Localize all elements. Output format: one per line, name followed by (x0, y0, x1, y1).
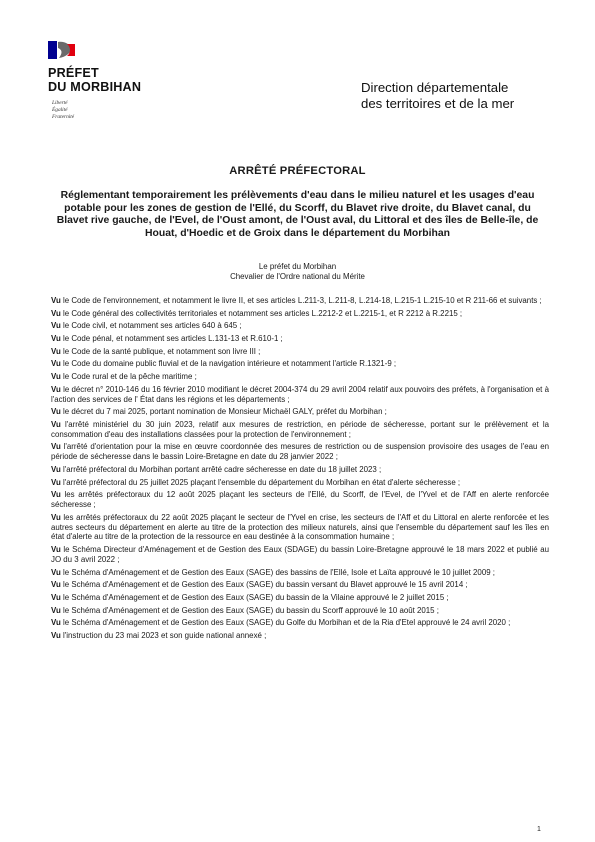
motto-fraternite: Fraternité (52, 114, 75, 120)
visa-keyword: Vu (51, 490, 61, 500)
visa-keyword: Vu (51, 442, 61, 452)
visa-text: le Code rural et de la pêche maritime ; (60, 372, 197, 382)
visa-keyword: Vu (51, 512, 61, 522)
visa-keyword: Vu (51, 605, 61, 615)
prefet-line-1: PRÉFET (48, 66, 99, 80)
visa-keyword: Vu (51, 618, 61, 628)
visa-text: le Code de l'environnement, et notamment le livre II, et ses articles L.211-3, L.211-8, L.214-18, L.215-1 L.215-10 et R 211-66 et suivants ; (60, 296, 542, 305)
motto-egalite: Égalité (52, 107, 68, 113)
visa-item (51, 568, 549, 578)
prefet-honor-line: Chevalier de l'Ordre national du Mérite (230, 271, 365, 281)
marianne-logo-icon (48, 41, 76, 59)
visa-text: les arrêtés préfectoraux du 12 août 2025 plaçant les secteurs de l'Ellé, du Scorff, de l'Evel, de l'Yvel et de l'Aff en alerte renforcée sécheresse ; (51, 490, 549, 510)
prefet-line-2: DU MORBIHAN (48, 80, 142, 94)
visa-text: le Schéma d'Aménagement et de Gestion des Eaux (SAGE) du bassin du Scorff approuvé le 10 août 2015 ; (60, 605, 439, 615)
visa-text: le décret du 7 mai 2025, portant nomination de Monsieur Michaël GALY, préfet du Morbihan ; (60, 407, 387, 417)
visa-keyword: Vu (51, 359, 61, 369)
visa-item (51, 606, 549, 616)
republic-motto (52, 100, 74, 121)
visa-item (51, 631, 549, 641)
visa-keyword: Vu (51, 464, 61, 474)
visa-keyword: Vu (51, 372, 61, 382)
visa-keyword: Vu (51, 545, 61, 555)
visa-item (51, 385, 549, 405)
visa-item (51, 465, 549, 475)
direction-line-1: Direction départementale (361, 80, 509, 95)
visa-text: le Code pénal, et notamment ses articles L.131-13 et R.610-1 ; (60, 334, 283, 344)
visa-item (51, 513, 549, 542)
visa-keyword: Vu (51, 321, 61, 331)
visa-keyword: Vu (51, 419, 61, 429)
visa-keyword: Vu (51, 407, 61, 417)
visa-item (51, 321, 549, 331)
visa-keyword: Vu (51, 592, 61, 602)
visa-item (51, 490, 549, 510)
visa-item (51, 407, 549, 417)
visas-list (51, 296, 549, 644)
visa-keyword: Vu (51, 580, 61, 590)
visa-item (51, 580, 549, 590)
motto-liberte: Liberté (52, 100, 68, 106)
visa-item (51, 593, 549, 603)
visa-text: le Code civil, et notamment ses articles 640 à 645 ; (60, 321, 242, 331)
document-subject: Réglementant temporairement les prélèvements d'eau dans le milieu naturel et les usages d'eau potable pour les zones de gestion de l'Ellé, du Scorff, du Blavet rive droite, du Blavet canal, du Blavet rive gauche, de l'Evel, de l'Oust amont, de l'Oust aval, du Littoral et des îles de Belle-île, de Houat, d'Hoedic et de Groix dans le département du Morbihan (56, 190, 539, 239)
document-title: ARRÊTÉ PRÉFECTORAL (229, 165, 366, 177)
visa-item (51, 359, 549, 369)
visa-keyword: Vu (51, 567, 61, 577)
prefet-name-line: Le préfet du Morbihan (258, 262, 337, 271)
visa-text: le décret n° 2010-146 du 16 février 2010 modifiant le décret 2004-374 du 29 avril 2004 relatif aux pouvoirs des préfets, à l'organisation et à l'action des services de l' État dans les régions et les départements ; (51, 384, 549, 404)
visa-text: l'arrêté préfectoral du Morbihan portant arrêté cadre sécheresse en date du 18 juillet 2023 ; (60, 464, 382, 474)
visa-text: l'arrêté d'orientation pour la mise en œuvre coordonnée des mesures de restriction ou de suspension provisoire des usages de l'eau en période de sécheresse dans le bassin Loire-Bretagne en date du 28 janvier 2022 ; (51, 442, 549, 462)
visa-keyword: Vu (51, 477, 61, 487)
visa-item (51, 347, 549, 357)
visa-text: le Schéma d'Aménagement et de Gestion des Eaux (SAGE) du bassin de la Vilaine approuvé le 2 juillet 2015 ; (60, 592, 449, 602)
visa-text: l'instruction du 23 mai 2023 et son guide national annexé ; (60, 631, 267, 641)
prefet-signatory (0, 262, 595, 281)
visa-text: l'arrêté préfectoral du 25 juillet 2025 plaçant l'ensemble du département du Morbihan en état d'alerte sécheresse ; (60, 477, 461, 487)
visa-text: l'arrêté ministériel du 30 juin 2023, relatif aux mesures de restriction, en période de sécheresse, portant sur le prélèvement et la consommation d'eau des installations classées pour la protection de l'environnement ; (51, 419, 549, 439)
visa-item (51, 545, 549, 565)
direction-line-2: des territoires et de la mer (361, 95, 515, 111)
visa-item (51, 478, 549, 488)
visa-keyword: Vu (51, 631, 61, 641)
visa-text: le Schéma d'Aménagement et de Gestion des Eaux (SAGE) des bassins de l'Ellé, Isole et Laïta approuvé le 10 juillet 2009 ; (60, 567, 495, 577)
visa-text: les arrêtés préfectoraux du 22 août 2025 plaçant le secteur de l'Yvel en crise, les secteurs de l'Aff et du Littoral en alerte renforcée et les autres secteurs du département en alerte au titre de la protection des milieux naturels, ainsi que l'ensemble du département sauf les îles en état d'alerte au titre de la protection de la ressource en eau destinée à la consommation humaine ; (51, 512, 549, 542)
visa-item (51, 442, 549, 462)
visa-text: le Schéma Directeur d'Aménagement et de Gestion des Eaux (SDAGE) du bassin Loire-Bretagne approuvé le 18 mars 2022 et publié au JO du 3 avril 2022 ; (51, 545, 549, 564)
issuing-direction (361, 80, 514, 111)
visa-text: le Code du domaine public fluvial et de la navigation intérieure et notamment l'article R.1321-9 ; (60, 359, 397, 369)
visa-keyword: Vu (51, 346, 61, 356)
prefet-block-title (48, 66, 141, 94)
visa-keyword: Vu (51, 296, 61, 305)
visa-item (51, 296, 549, 306)
visa-text: le Code général des collectivités territoriales et notamment ses articles L.2212-2 et L.2215-1, et R 2212 à R.2215 ; (60, 308, 463, 318)
page-number: 1 (537, 826, 541, 833)
visa-item (51, 618, 549, 628)
visa-text: le Schéma d'Aménagement et de Gestion des Eaux (SAGE) du Golfe du Morbihan et de la Ria d'Etel approuvé le 24 avril 2020 ; (60, 618, 511, 628)
visa-text: le Schéma d'Aménagement et de Gestion des Eaux (SAGE) du bassin versant du Blavet approuvé le 15 avril 2014 ; (60, 580, 468, 590)
visa-item (51, 372, 549, 382)
visa-item (51, 334, 549, 344)
visa-item (51, 420, 549, 440)
visa-keyword: Vu (51, 308, 61, 318)
visa-item (51, 309, 549, 319)
visa-keyword: Vu (51, 334, 61, 344)
visa-text: le Code de la santé publique, et notamment son livre III ; (60, 346, 261, 356)
visa-keyword: Vu (51, 384, 61, 394)
